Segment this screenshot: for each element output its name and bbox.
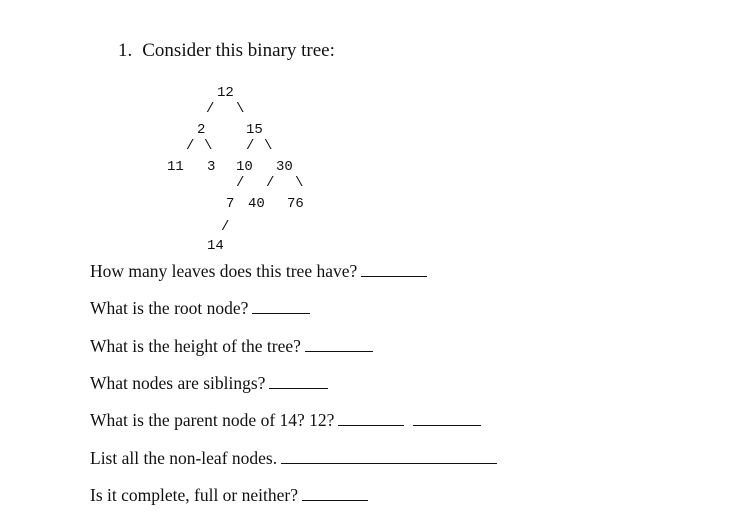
question-siblings: [90, 372, 328, 394]
tree-edge-10-7: /: [236, 175, 245, 191]
tree-edge-2-3: \: [204, 138, 213, 154]
tree-node-15: 15: [246, 122, 263, 138]
tree-node-7: 7: [226, 196, 235, 212]
question-number: 1.: [118, 40, 133, 61]
tree-edge-7-14: /: [221, 219, 230, 235]
question-root: [90, 297, 310, 319]
question-non-leaf: [90, 447, 497, 469]
tree-node-12: 12: [217, 85, 234, 101]
answer-blank-siblings[interactable]: [269, 372, 328, 389]
question-root-text: What is the root node?: [90, 298, 249, 318]
tree-edge-30-40: /: [266, 175, 275, 191]
question-leaves: [90, 260, 427, 282]
tree-node-2: 2: [197, 122, 206, 138]
question-siblings-text: What nodes are siblings?: [90, 373, 266, 393]
answer-blank-non-leaf[interactable]: [281, 447, 497, 464]
tree-node-30: 30: [276, 159, 293, 175]
question-complete-full-text: Is it complete, full or neither?: [90, 485, 298, 505]
tree-node-40: 40: [248, 196, 265, 212]
tree-node-11: 11: [167, 159, 184, 175]
question-height-text: What is the height of the tree?: [90, 336, 301, 356]
question-parent-text: What is the parent node of 14? 12?: [90, 410, 335, 430]
tree-node-3: 3: [207, 159, 216, 175]
answer-blank-leaves[interactable]: [361, 260, 427, 277]
question-prompt: Consider this binary tree:: [142, 40, 335, 61]
answer-blank-height[interactable]: [305, 335, 373, 352]
tree-edge-30-76: \: [295, 175, 304, 191]
tree-edge-12-2: /: [206, 101, 215, 117]
tree-node-14: 14: [207, 238, 224, 254]
tree-node-76: 76: [287, 196, 304, 212]
question-height: [90, 335, 373, 357]
tree-edge-15-10: /: [246, 138, 255, 154]
question-leaves-text: How many leaves does this tree have?: [90, 261, 358, 281]
answer-blank-parent-14[interactable]: [338, 409, 404, 426]
answer-blank-parent-12[interactable]: [413, 409, 481, 426]
tree-edge-2-11: /: [186, 138, 195, 154]
answer-blank-root[interactable]: [252, 297, 310, 314]
question-complete-full: [90, 484, 368, 506]
tree-edge-12-15: \: [236, 101, 245, 117]
question-non-leaf-text: List all the non-leaf nodes.: [90, 448, 278, 468]
question-parent: [90, 409, 481, 431]
tree-node-10: 10: [236, 159, 253, 175]
answer-blank-complete-full[interactable]: [302, 484, 368, 501]
tree-edge-15-30: \: [264, 138, 273, 154]
